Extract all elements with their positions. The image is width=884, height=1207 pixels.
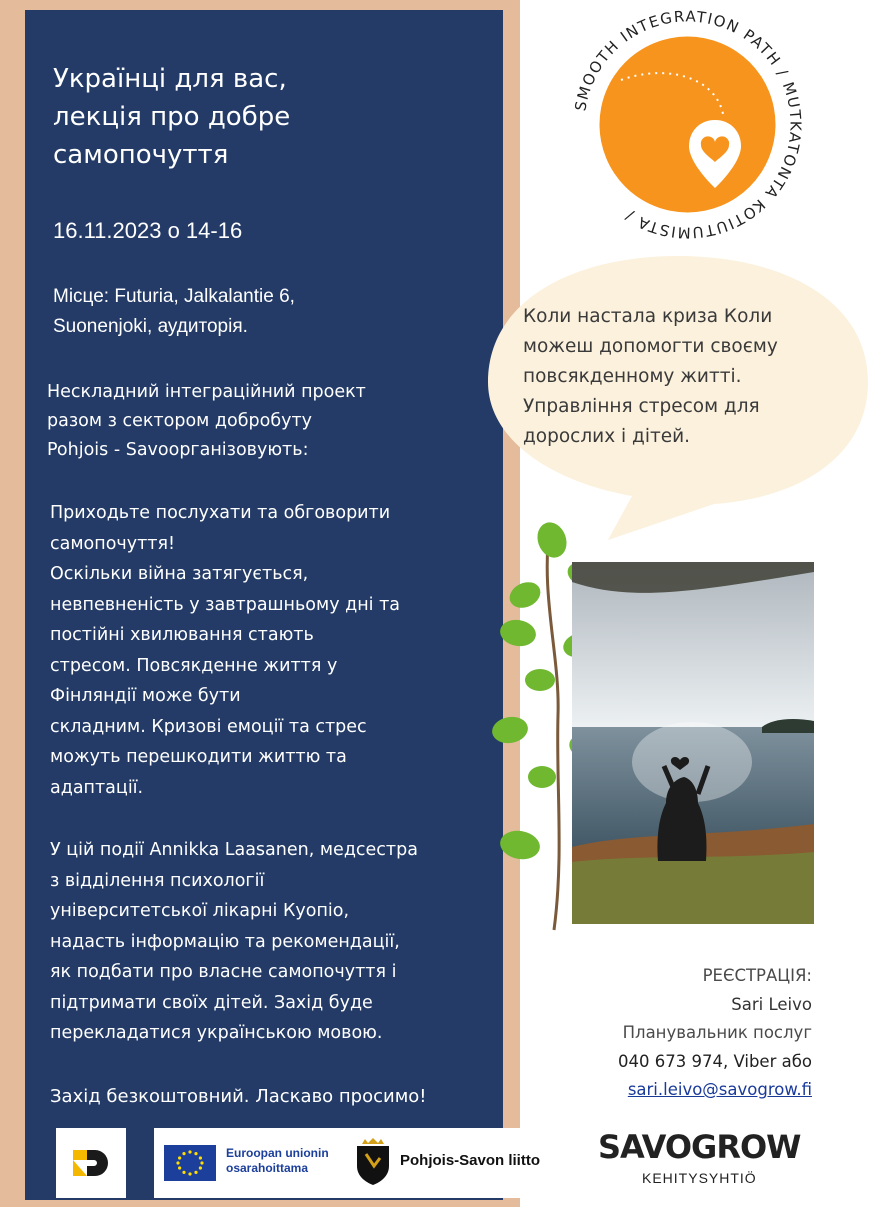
eu-funding-text: Euroopan unionin osarahoittama (226, 1146, 329, 1175)
project-intro: Нескладний інтеграційний проект разом з сектором добробуту Pohjois - Savoорганізовують: (47, 382, 366, 460)
event-date: 16.11.2023 о 14-16 (53, 218, 243, 243)
paragraph-speaker: У цій події Annikka Laasanen, медсестра з відділення психології університетської лікарні Куопіо, надасть інформацію та рекомендації, як подбати про власне самопочуття і підтримати своїх дітей. Захід буде перекладатися українською мовою. (50, 840, 418, 1043)
paragraph-invitation: Приходьте послухати та обговорити самопочуття! Оскільки війна затягується, невпевненість у завтрашньому дні та постійні хвилювання стають стресом. Повсякденне життя у Фінляндії може бути складним. Кризові емоції та стрес можуть перешкодити життю та адаптації. (50, 503, 401, 798)
partner-logos (56, 1128, 541, 1198)
savogrow-logo (598, 1128, 801, 1188)
contact-name: Sari Leivo (731, 994, 812, 1014)
emblem-ring-text: SMOOTH INTEGRATION PATH / MUTKATONTA KOTIUTUMISTA / (571, 7, 805, 242)
pohjois-savo-text: Pohjois-Savon liitto (400, 1152, 541, 1169)
registration-info (618, 962, 812, 1105)
contact-email-link[interactable]: sari.leivo@savogrow.fi (627, 1080, 812, 1099)
bubble-text: Коли настала криза Коли можеш допомогти своєму повсякденному житті. Управління стресом для дорослих і дітей. (523, 306, 778, 447)
info-panel (25, 10, 503, 1200)
savogrow-subtitle: KEHITYSYHTIÖ (642, 1170, 757, 1186)
contact-role: Планувальник послуг (622, 1023, 812, 1042)
contact-phone: 040 673 974, Viber або (617, 1051, 812, 1071)
body-text (50, 498, 500, 1081)
p-logo-icon (56, 1128, 126, 1198)
free-entry-note: Захід безкоштовний. Ласкаво просимо! (50, 1086, 427, 1107)
lake-photo (572, 562, 814, 924)
poster-title: Українці для вас, лекція про добре самопочуття (53, 64, 291, 170)
event-place: Місце: Futuria, Jalkalantie 6, Suonenjoki, аудиторія. (53, 286, 295, 337)
eu-funding-logo (154, 1128, 598, 1198)
coat-of-arms-icon (354, 1138, 392, 1186)
registration-heading: РЕЄСТРАЦІЯ: (702, 966, 812, 985)
p-logo (56, 1128, 126, 1198)
savogrow-wordmark: SAVOGROW (598, 1128, 801, 1166)
eu-flag-icon (164, 1145, 216, 1181)
smooth-integration-path-emblem (565, 2, 810, 247)
